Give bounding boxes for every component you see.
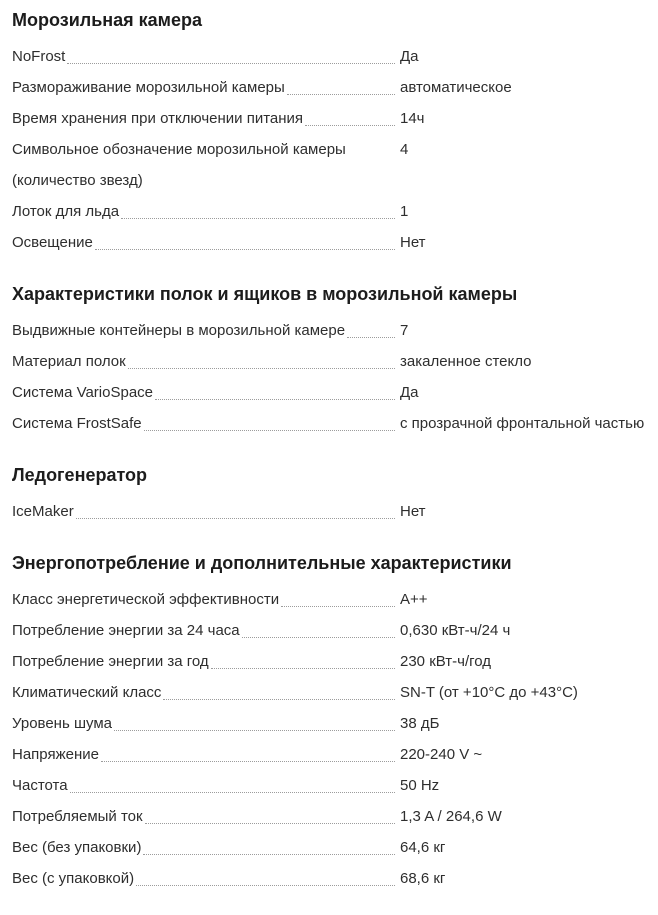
spec-value: 64,6 кг [400,839,446,856]
dotted-leader [155,399,395,400]
spec-label: Класс энергетической эффективности [12,591,280,608]
dotted-leader [76,518,395,519]
dotted-leader [128,368,395,369]
spec-label: Вес (с упаковкой) [12,870,135,887]
spec-label: IceMaker [12,503,74,520]
spec-value: Да [400,384,419,401]
spec-label: Система VarioSpace [12,384,154,401]
section-title: Характеристики полок и ящиков в морозильной камеры [12,284,518,304]
spec-row [12,408,658,439]
dotted-leader [114,730,395,731]
spec-label: Напряжение [12,746,99,763]
spec-row [12,72,658,103]
spec-row [12,134,658,196]
spec-label: Уровень шума [12,715,112,732]
spec-value: Нет [400,234,426,251]
dotted-leader [136,885,395,886]
section-energy [12,552,658,894]
spec-label: Потребление энергии за год [12,653,209,670]
spec-value: SN-T (от +10°C до +43°C) [400,684,578,701]
spec-value: с прозрачной фронтальной частью [400,415,645,432]
dotted-leader [144,430,395,431]
spec-value: 38 дБ [400,715,440,732]
spec-value: Нет [400,503,426,520]
spec-value: 7 [400,322,409,339]
section-title: Морозильная камера [12,10,202,30]
dotted-leader [163,699,395,700]
spec-row [12,832,658,863]
spec-label: Климатический класс [12,684,162,701]
spec-value: 230 кВт-ч/год [400,653,492,670]
dotted-leader [211,668,395,669]
spec-row [12,739,658,770]
spec-row [12,496,658,527]
spec-label: Выдвижные контейнеры в морозильной камере [12,322,346,339]
spec-label: Система FrostSafe [12,415,142,432]
dotted-leader [95,249,395,250]
spec-row [12,346,658,377]
dotted-leader [101,761,395,762]
spec-value: 0,630 кВт-ч/24 ч [400,622,511,639]
spec-value: Да [400,48,419,65]
section-title: Энергопотребление и дополнительные характеристики [12,553,512,573]
spec-value: 1,3 A / 264,6 W [400,808,502,825]
dotted-leader [145,823,395,824]
spec-row [12,103,658,134]
section-icemaker [12,464,658,527]
spec-row [12,315,658,346]
section-freezer [12,9,658,258]
spec-label: NoFrost [12,48,66,65]
spec-row [12,584,658,615]
dotted-leader [242,637,395,638]
spec-label: Потребление энергии за 24 часа [12,622,240,639]
dotted-leader [281,606,395,607]
spec-row [12,41,658,72]
spec-label: Размораживание морозильной камеры [12,79,285,96]
spec-row [12,646,658,677]
spec-value: 1 [400,203,409,220]
spec-label: Материал полок [12,353,126,370]
spec-label: Символьное обозначение морозильной камеры (количество звезд) [12,141,346,189]
section-shelves-drawers [12,283,658,439]
spec-value: A++ [400,591,428,608]
spec-label: Время хранения при отключении питания [12,110,304,127]
spec-row [12,770,658,801]
dotted-leader [287,94,395,95]
spec-row [12,677,658,708]
spec-row [12,615,658,646]
spec-row [12,708,658,739]
spec-row [12,863,658,894]
spec-row [12,196,658,227]
spec-value: 68,6 кг [400,870,446,887]
spec-row [12,801,658,832]
dotted-leader [347,337,395,338]
section-title: Ледогенератор [12,465,148,485]
spec-label: Лоток для льда [12,203,120,220]
dotted-leader [121,218,395,219]
dotted-leader [70,792,395,793]
spec-row [12,377,658,408]
dotted-leader [143,854,395,855]
spec-value: закаленное стекло [400,353,532,370]
spec-label: Частота [12,777,68,794]
spec-label: Вес (без упаковки) [12,839,142,856]
spec-value: автоматическое [400,79,512,96]
spec-label: Освещение [12,234,93,251]
spec-value: 4 [400,141,409,158]
spec-value: 50 Hz [400,777,440,794]
dotted-leader [305,125,395,126]
dotted-leader [67,63,395,64]
spec-value: 14ч [400,110,425,127]
spec-label: Потребляемый ток [12,808,143,825]
spec-row [12,227,658,258]
spec-value: 220-240 V ~ [400,746,483,763]
